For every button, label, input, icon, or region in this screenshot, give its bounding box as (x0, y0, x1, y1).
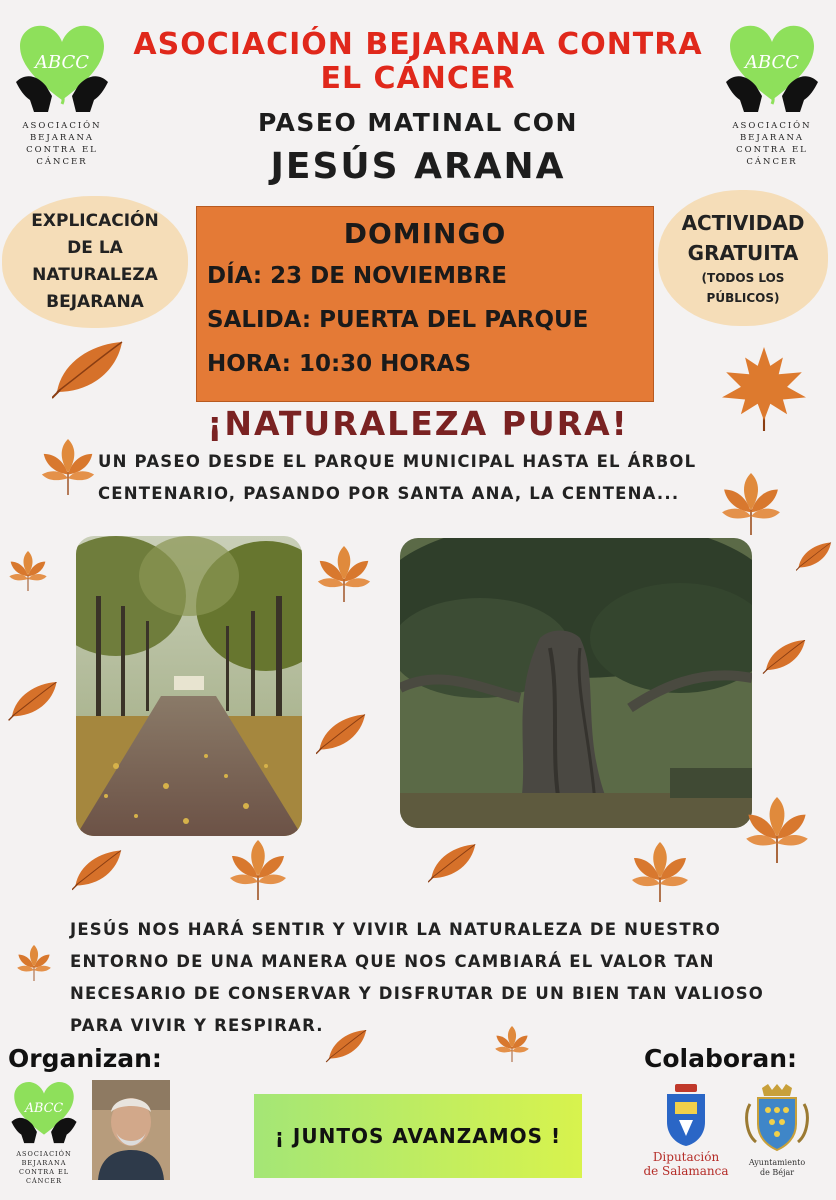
event-day: DOMINGO (343, 217, 507, 250)
centenary-tree-photo (400, 538, 752, 828)
autumn-leaf-icon (316, 712, 372, 766)
diputacion-name: Diputación (652, 1150, 720, 1164)
guide-portrait-photo (92, 1080, 170, 1180)
juntos-avanzamos-banner: ¡ JUNTOS AVANZAMOS ! (254, 1094, 582, 1178)
abcc-logo-icon (12, 20, 112, 116)
abcc-logo-icon (8, 1078, 80, 1146)
autumn-fan-leaf-icon (228, 838, 288, 902)
autumn-leaf-icon (428, 840, 482, 896)
event-subtitle: PASEO MATINAL CON (258, 108, 578, 137)
abcc-initials: ABCC (24, 1101, 64, 1116)
autumn-leaf-icon (750, 640, 824, 682)
free-activity-badge: ACTIVIDAD GRATUITA (TODOS LOS PÚBLICOS) (658, 190, 828, 326)
autumn-fan-leaf-icon (630, 840, 690, 904)
ayuntamiento-town: de Béjar (759, 1168, 795, 1177)
autumn-leaf-icon (72, 848, 128, 902)
abcc-logo-icon (722, 20, 822, 116)
diputacion-crest-icon (663, 1084, 709, 1146)
ayuntamiento-bejar-logo (738, 1084, 816, 1178)
ayuntamiento-name: Ayuntamiento (748, 1158, 806, 1167)
autumn-fan-leaf-icon (16, 944, 52, 982)
route-description: UN PASEO DESDE EL PARQUE MUNICIPAL HASTA EL ÁRBOL CENTENARIO, PASANDO POR SANTA ANA, LA CENTENA... (98, 452, 697, 503)
autumn-leaf-icon (316, 1030, 382, 1070)
autumn-fan-leaf-icon (40, 438, 96, 496)
association-title-line1: ASOCIACIÓN BEJARANA CONTRA (133, 27, 703, 62)
abcc-caption: ASOCIACIÓN BEJARANA CONTRA EL CÁNCER (16, 1150, 72, 1185)
organizers-label: Organizan: (8, 1044, 162, 1073)
event-date: DÍA: 23 DE NOVIEMBRE (207, 263, 507, 289)
abcc-initials: ABCC (744, 52, 800, 73)
slogan: ¡NATURALEZA PURA! (207, 404, 629, 443)
event-details-box (196, 206, 654, 402)
association-title-line2: EL CÁNCER (320, 61, 516, 96)
autumn-fan-leaf-icon (494, 1024, 530, 1064)
abcc-caption: ASOCIACIÓN BEJARANA CONTRA EL CÁNCER (22, 121, 102, 167)
maple-leaf-icon (722, 346, 806, 432)
nature-explanation-badge: EXPLICACIÓN DE LA NATURALEZA BEJARANA (2, 196, 188, 328)
autumn-fan-leaf-icon (744, 796, 810, 864)
ayuntamiento-crest-icon (744, 1084, 810, 1154)
event-start: SALIDA: PUERTA DEL PARQUE (207, 307, 589, 333)
abcc-initials: ABCC (34, 52, 90, 73)
abcc-logo-left (12, 20, 112, 168)
abcc-logo-right (722, 20, 822, 168)
autumn-fan-leaf-icon (8, 550, 48, 592)
autumn-leaf-icon (0, 682, 72, 730)
abcc-logo-bottom (8, 1078, 80, 1186)
guide-name: JESÚS ARANA (270, 146, 566, 187)
autumn-leaf-icon (52, 340, 132, 414)
activity-description: JESÚS NOS HARÁ SENTIR Y VIVIR LA NATURALEZA DE NUESTRO ENTORNO DE UNA MANERA QUE NOS CAMBIARÁ EL VALOR TAN NECESARIO DE CONSERVAR Y DISFRUTAR DE UN BIEN TAN VALIOSO PARA VIVIR Y RESPIRAR. (70, 920, 765, 1035)
autumn-leaf-icon (796, 540, 836, 580)
abcc-caption: ASOCIACIÓN BEJARANA CONTRA EL CÁNCER (732, 121, 812, 167)
autumn-fan-leaf-icon (720, 472, 782, 536)
diputacion-salamanca-logo (638, 1084, 734, 1178)
autumn-fan-leaf-icon (316, 544, 372, 604)
event-time: HORA: 10:30 HORAS (207, 351, 472, 377)
diputacion-province: de Salamanca (643, 1164, 729, 1178)
collaborators-label: Colaboran: (644, 1044, 798, 1073)
park-avenue-photo (76, 536, 302, 836)
